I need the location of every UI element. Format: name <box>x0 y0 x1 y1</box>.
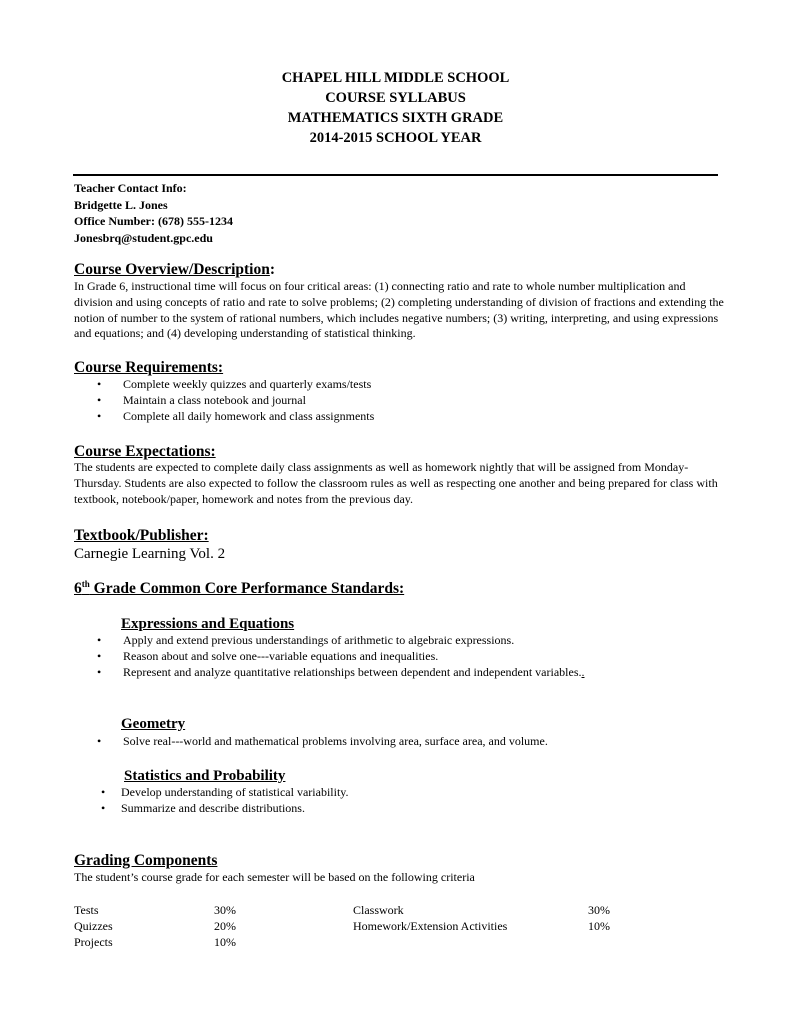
bullet: • <box>97 392 102 407</box>
grade-label: Quizzes <box>74 919 113 933</box>
grade-label: Classwork <box>353 903 404 917</box>
list-item <box>97 393 374 409</box>
overview-heading <box>74 261 275 279</box>
bullet: • <box>97 377 102 391</box>
standard-text: Summarize and describe distributions. <box>121 800 305 815</box>
standard-text: Apply and extend previous understandings of arithmetic to algebraic expressions. <box>123 633 515 647</box>
list-item <box>97 377 374 393</box>
grading-intro: The student’s course grade for each semester will be based on the following criteria <box>74 870 475 884</box>
list-item <box>101 785 349 801</box>
grade-label: Projects <box>74 935 113 949</box>
expectations-heading: Course Expectations: <box>74 443 216 460</box>
bullet: • <box>101 785 106 799</box>
teacher-name: Bridgette L. Jones <box>74 197 168 212</box>
list-item <box>97 409 374 425</box>
bullet: • <box>97 734 102 748</box>
expressions-list <box>97 633 585 680</box>
list-item <box>97 633 585 649</box>
office-number: Office Number: (678) 555-1234 <box>74 214 233 228</box>
textbook-heading: Textbook/Publisher: <box>74 527 209 544</box>
standard-text: Reason about and solve one---variable equations and inequalities. <box>123 648 439 663</box>
school-year: 2014-2015 SCHOOL YEAR <box>309 130 482 146</box>
bullet: • <box>97 633 102 647</box>
standards-heading-text: Grade Common Core Performance Standards: <box>89 580 405 597</box>
list-item <box>97 665 585 681</box>
textbook-name: Carnegie Learning Vol. 2 <box>74 546 226 562</box>
requirement-text: Complete weekly quizzes and quarterly exams/tests <box>123 377 372 391</box>
list-item <box>101 801 349 817</box>
standards-heading <box>74 580 404 598</box>
contact-label: Teacher Contact Info: <box>74 181 187 195</box>
overview-text: In Grade 6, instructional time will focus on four critical areas: (1) connecting ratio and rate to whole number multiplication and division and using concepts of ratio and rate to solve problems; (2) completing understanding of division of fractions and extending the notion of number to the system of rational numbers, which includes negative numbers; (3) writing, interpreting, and using expressions and equations; and (4) developing understanding of statistical thinking. <box>74 279 724 341</box>
grade-value: 30% <box>588 903 610 917</box>
standards-grade-suffix: th <box>81 578 90 589</box>
standard-text: Represent and analyze quantitative relationships between dependent and independent variables. <box>123 664 582 679</box>
header-divider <box>73 174 718 176</box>
grade-label: Tests <box>74 903 99 917</box>
school-name: CHAPEL HILL MIDDLE SCHOOL <box>281 70 510 86</box>
statistics-list <box>101 785 349 817</box>
document-type: COURSE SYLLABUS <box>325 90 466 106</box>
list-item <box>97 649 585 665</box>
teacher-contact <box>74 180 233 246</box>
bullet: • <box>97 648 102 663</box>
bullet: • <box>101 800 106 815</box>
grade-value: 10% <box>588 919 610 933</box>
teacher-email: Jonesbrq@student.gpc.edu <box>74 230 213 245</box>
document-title <box>0 68 791 148</box>
list-item <box>97 734 548 750</box>
course-name: MATHEMATICS SIXTH GRADE <box>287 110 504 126</box>
statistics-heading: Statistics and Probability <box>124 768 286 784</box>
geometry-list <box>97 734 548 750</box>
expressions-heading: Expressions and Equations <box>121 616 295 632</box>
grading-heading: Grading Components <box>74 852 218 869</box>
geometry-heading: Geometry <box>121 716 186 732</box>
standard-text: Solve real---world and mathematical problems involving area, surface area, and volume. <box>123 734 548 748</box>
standards-grade-number: 6 <box>74 580 82 597</box>
overview-heading-text: Course Overview/Description <box>74 261 270 278</box>
expectations-text: The students are expected to complete daily class assignments as well as homework nightly that will be assigned from Monday-Thursday. Students are also expected to follow the classroom rules as well as respecting one another and being prepared for class with textbook, notebook/paper, homework and notes from the previous day. <box>74 460 718 506</box>
bullet: • <box>97 408 102 423</box>
requirements-list <box>97 377 374 424</box>
grade-value: 30% <box>214 903 236 917</box>
requirement-text: Maintain a class notebook and journal <box>123 392 306 407</box>
grade-value: 10% <box>214 935 236 949</box>
requirements-heading: Course Requirements: <box>74 359 224 376</box>
bullet: • <box>97 664 102 679</box>
standard-text: Develop understanding of statistical variability. <box>121 785 349 799</box>
overview-heading-colon: : <box>269 261 276 278</box>
grade-label: Homework/Extension Activities <box>353 919 508 933</box>
grade-value: 20% <box>214 919 236 933</box>
requirement-text: Complete all daily homework and class assignments <box>123 408 375 423</box>
trailing-period: . <box>581 664 585 679</box>
